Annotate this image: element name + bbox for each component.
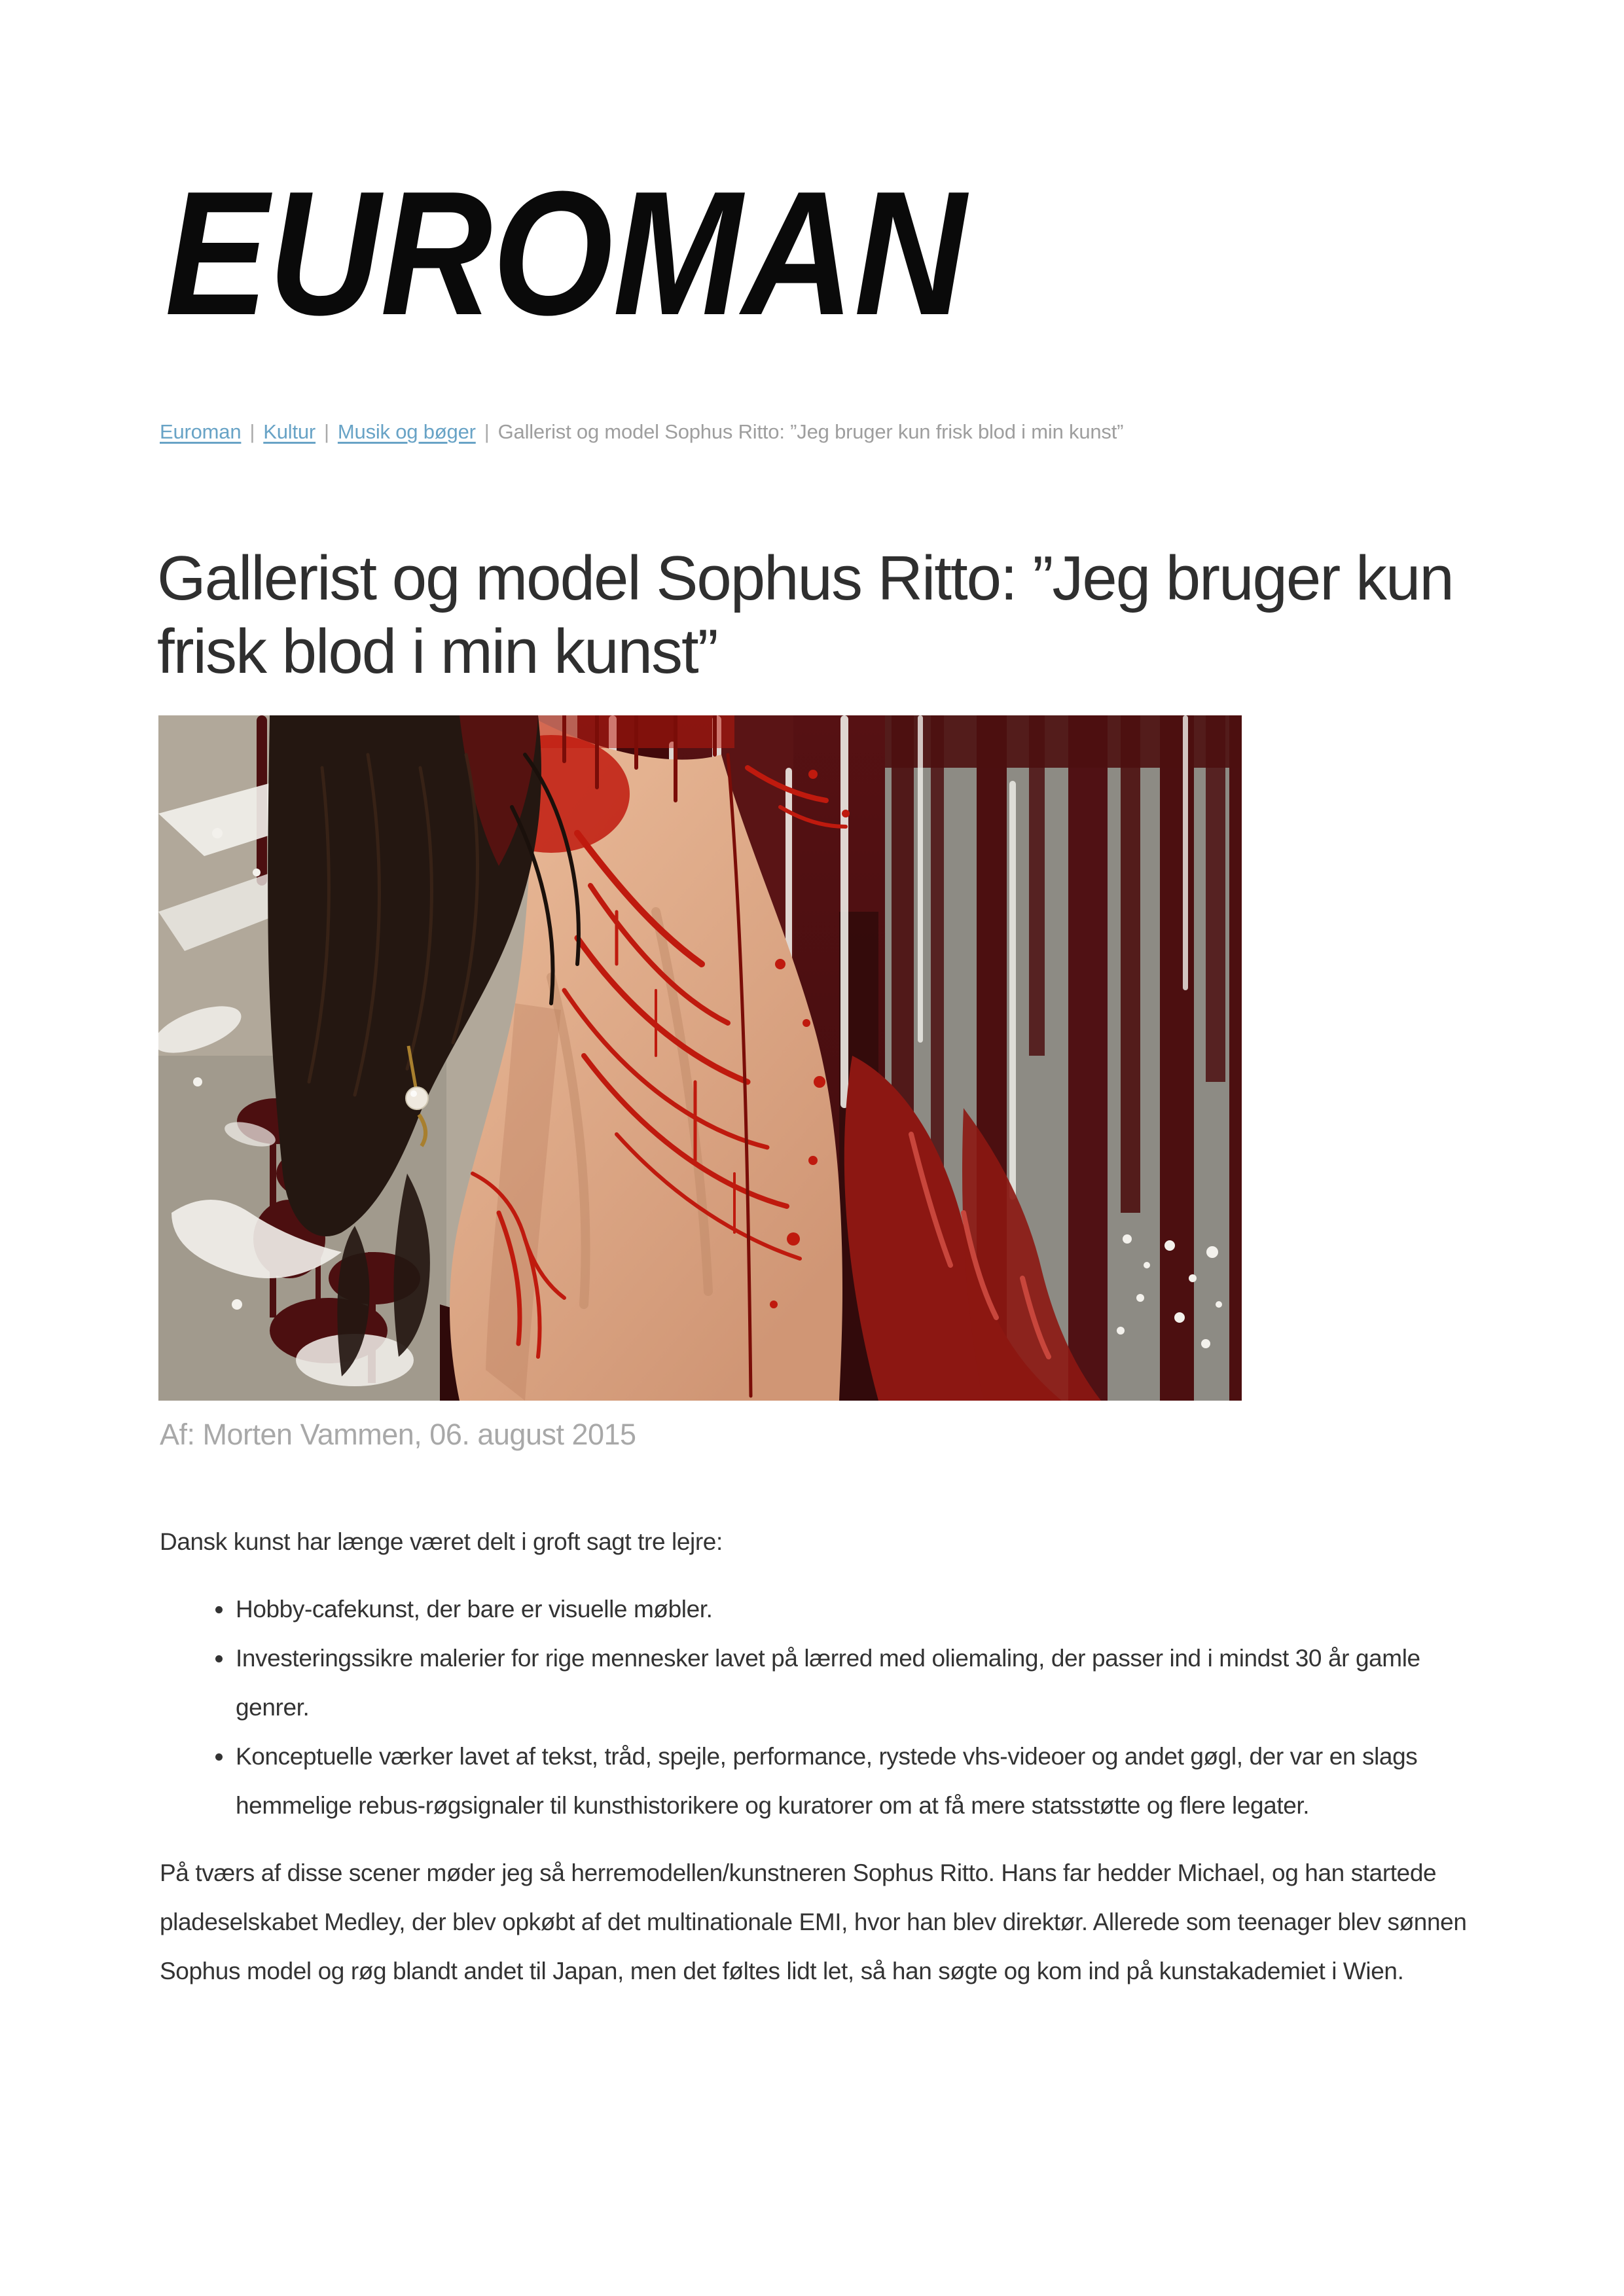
list-item: • Hobby-cafekunst, der bare er visuelle møbler.: [234, 1585, 1451, 1634]
breadcrumb-separator: |: [249, 420, 255, 443]
breadcrumb-separator: |: [484, 420, 490, 443]
article-byline: Af: Morten Vammen, 06. august 2015: [160, 1418, 636, 1451]
article-headline: Gallerist og model Sophus Ritto: ”Jeg bruger kun frisk blod i min kunst”: [157, 543, 1453, 687]
list-item: • Investeringssikre malerier for rige mennesker lavet på lærred med oliemaling, der passer ind i mindst 30 år gamle genrer.: [234, 1634, 1451, 1732]
hero-image-illustration: [158, 715, 1242, 1401]
euroman-logo[interactable]: [162, 155, 974, 352]
euroman-logo-svg: [162, 155, 974, 352]
euroman-logo-text: EUROMAN: [165, 155, 971, 352]
art-categories-list: [160, 1585, 1477, 1830]
breadcrumb-link-kultur[interactable]: Kultur: [263, 420, 316, 443]
breadcrumb-current-page: Gallerist og model Sophus Ritto: ”Jeg bruger kun frisk blod i min kunst”: [497, 420, 1124, 443]
hero-image: [158, 715, 1242, 1401]
article-body: [160, 1517, 1477, 2014]
list-item: • Konceptuelle værker lavet af tekst, tråd, spejle, performance, rystede vhs-videoer og andet gøgl, der var en slags hemmelige rebus-røgsignaler til kunsthistorikere og kuratorer om at få mere statsstøtte og flere legater.: [234, 1732, 1451, 1830]
intro-paragraph: Dansk kunst har længe været delt i groft sagt tre lejre:: [160, 1528, 723, 1555]
breadcrumb-separator: |: [324, 420, 329, 443]
breadcrumb-link-euroman[interactable]: Euroman: [160, 420, 242, 443]
breadcrumb-link-musik-og-boeger[interactable]: Musik og bøger: [337, 420, 476, 443]
closing-paragraph: På tværs af disse scener møder jeg så herremodellen/kunstneren Sophus Ritto. Hans far hedder Michael, og han startede pladeselskabet Medley, der blev opkøbt af det multinationale EMI, hvor han blev direktør. Allerede som teenager blev sønnen Sophus model og røg blandt andet til Japan, men det føltes lidt let, så han søgte og kom ind på kunstakademiet i Wien.: [160, 1859, 1467, 1984]
breadcrumb: [160, 420, 1123, 444]
